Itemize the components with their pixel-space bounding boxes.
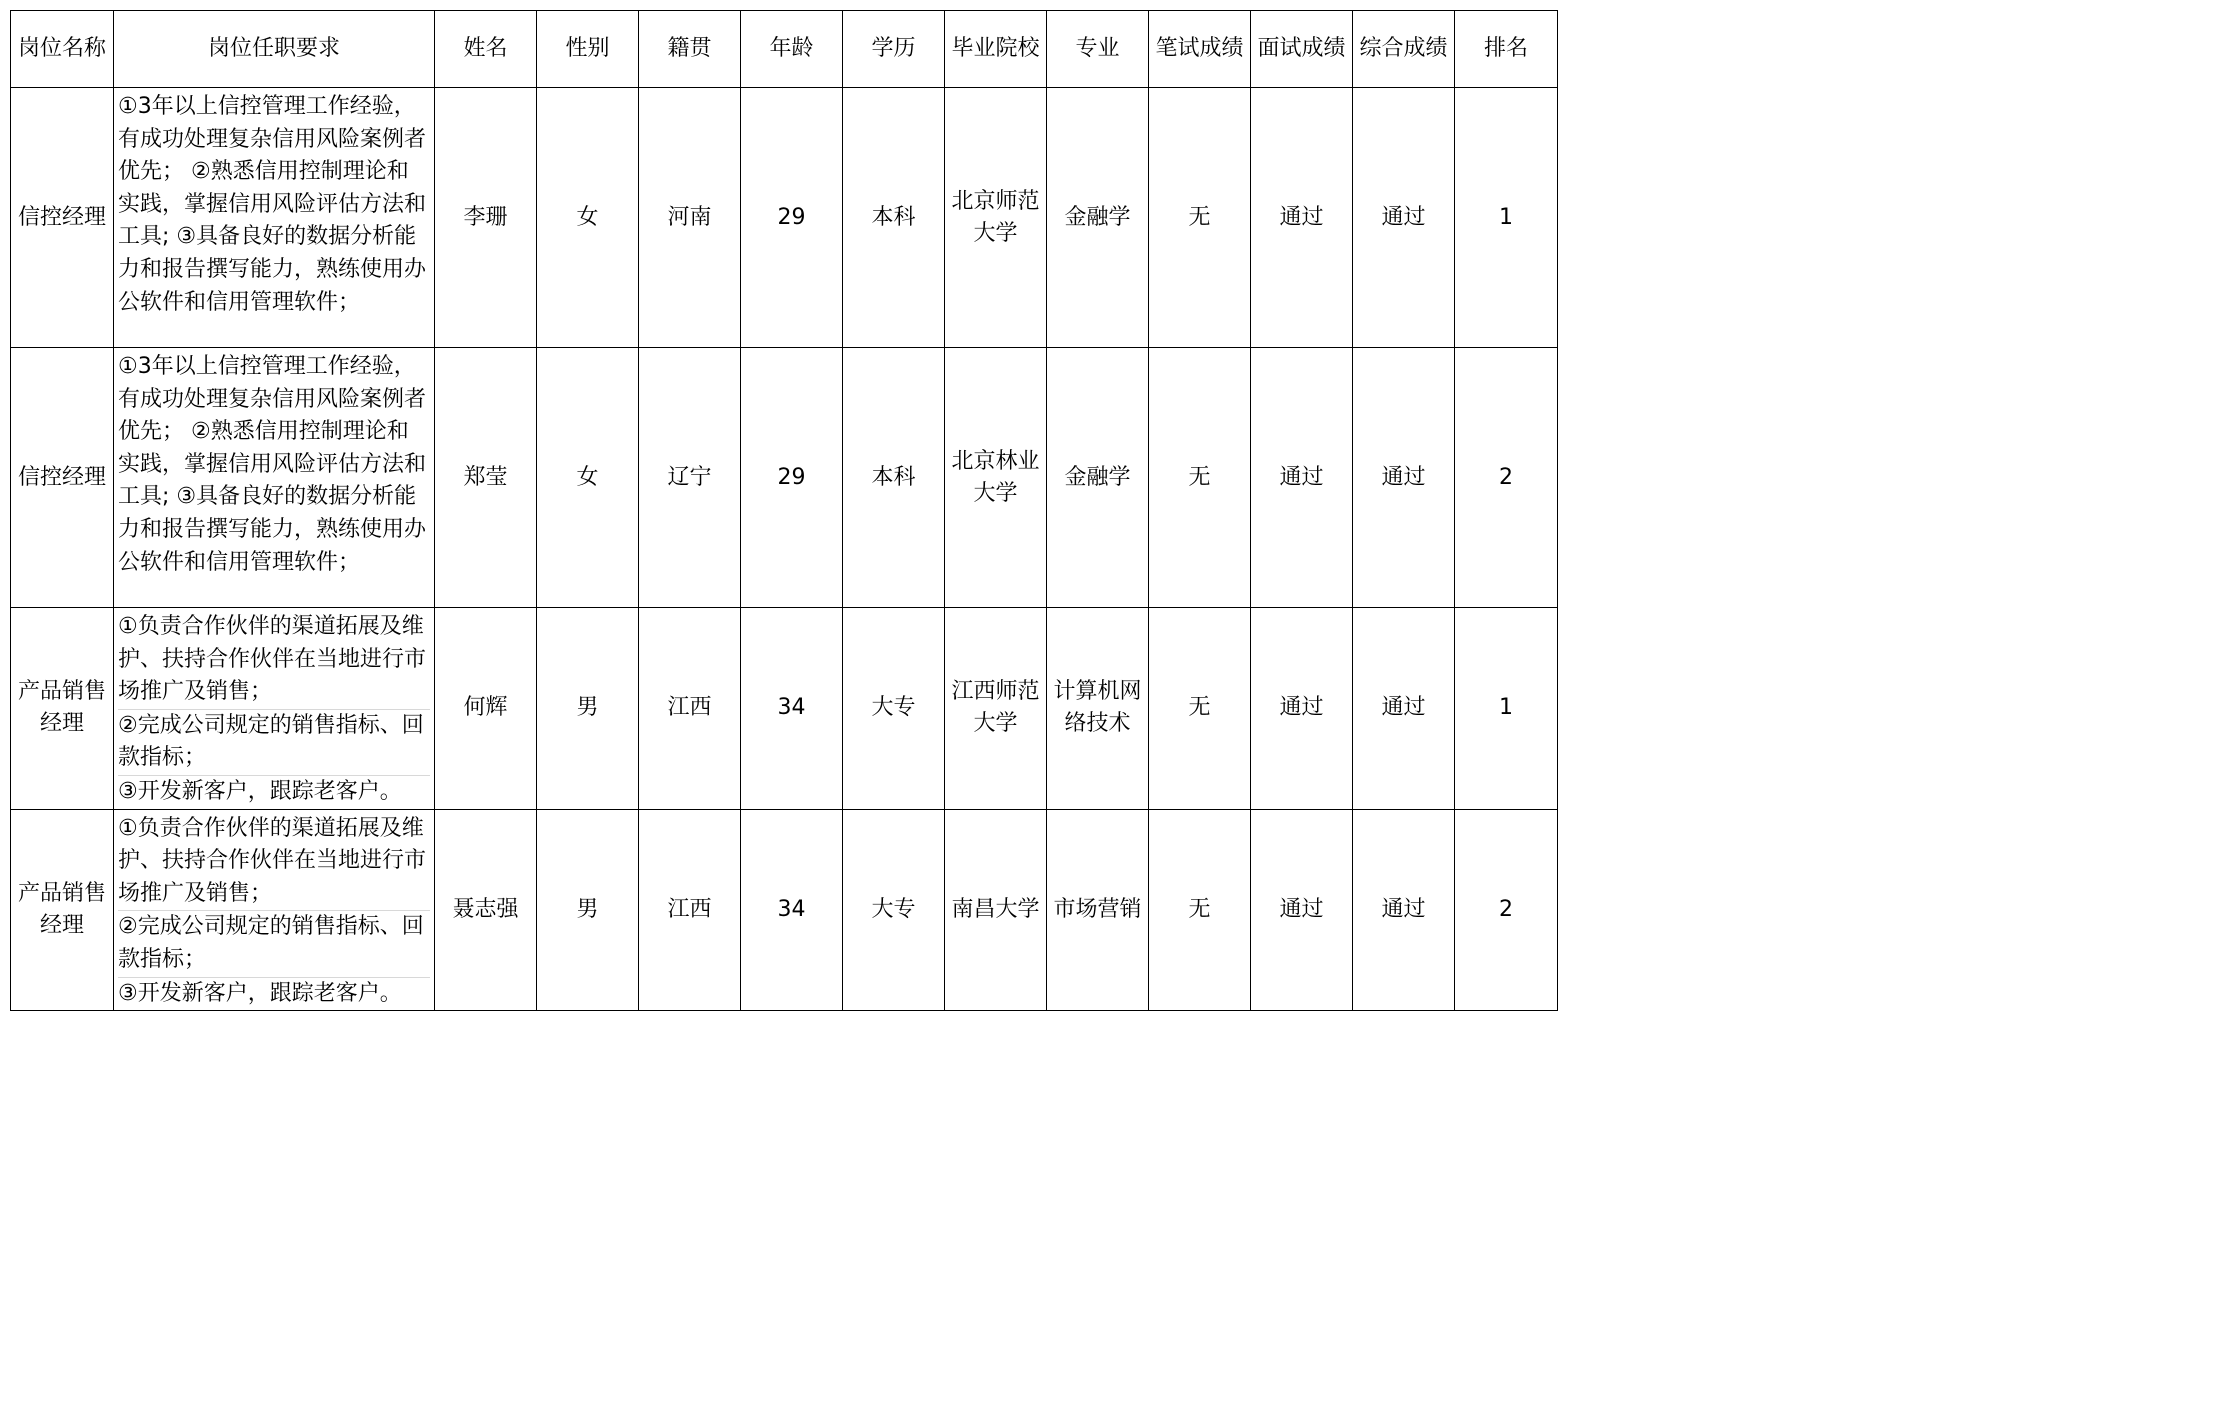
- cell-written-score: 无: [1149, 348, 1251, 608]
- cell-gender: 男: [537, 809, 639, 1011]
- requirement-item: ②完成公司规定的销售指标、回款指标；: [118, 911, 430, 977]
- requirement-item: ③开发新客户，跟踪老客户。: [118, 980, 402, 1006]
- cell-age: 34: [741, 608, 843, 810]
- table-row: [11, 348, 1558, 608]
- cell-education: 本科: [843, 88, 945, 348]
- cell-major: 金融学: [1047, 348, 1149, 608]
- cell-requirements: [114, 809, 435, 1011]
- cell-position-text: 信控经理: [17, 204, 106, 230]
- cell-interview-score: 通过: [1251, 348, 1353, 608]
- cell-interview-score: 通过: [1251, 608, 1353, 810]
- cell-school: 南昌大学: [945, 809, 1047, 1011]
- cell-requirements: [114, 88, 435, 348]
- header-major: 专业: [1047, 11, 1149, 88]
- cell-education: 本科: [843, 348, 945, 608]
- cell-age: 29: [741, 88, 843, 348]
- cell-school-text: 江西师范大学: [951, 679, 1040, 737]
- cell-overall-score: 通过: [1353, 608, 1455, 810]
- cell-education: 大专: [843, 608, 945, 810]
- cell-overall-score: 通过: [1353, 88, 1455, 348]
- requirement-item: ②完成公司规定的销售指标、回款指标；: [118, 710, 430, 776]
- cell-overall-score: 通过: [1353, 348, 1455, 608]
- header-name: 姓名: [435, 11, 537, 88]
- cell-rank: 1: [1455, 88, 1558, 348]
- cell-age: 34: [741, 809, 843, 1011]
- table-row: [11, 608, 1558, 810]
- cell-written-score: 无: [1149, 88, 1251, 348]
- header-age: 年龄: [741, 11, 843, 88]
- cell-age: 29: [741, 348, 843, 608]
- header-interview-score: 面试成绩: [1251, 11, 1353, 88]
- cell-written-score: 无: [1149, 608, 1251, 810]
- cell-interview-score: 通过: [1251, 88, 1353, 348]
- cell-major: 市场营销: [1047, 809, 1149, 1011]
- header-written-score: 笔试成绩: [1149, 11, 1251, 88]
- header-requirements: 岗位任职要求: [114, 11, 435, 88]
- candidate-table: [10, 10, 1558, 1011]
- requirement-item: ③开发新客户，跟踪老客户。: [118, 778, 402, 804]
- cell-origin: 江西: [639, 608, 741, 810]
- cell-name: 何辉: [435, 608, 537, 810]
- cell-school: [945, 348, 1047, 608]
- cell-major: 金融学: [1047, 88, 1149, 348]
- header-education: 学历: [843, 11, 945, 88]
- cell-rank: 2: [1455, 809, 1558, 1011]
- requirement-text: ①3年以上信控管理工作经验，有成功处理复杂信用风险案例者优先； ②熟悉信用控制理论和实践，掌握信用风险评估方法和工具; ③具备良好的数据分析能力和报告撰写能力，熟练使用办公软件和信用管理软件；: [118, 354, 427, 575]
- table-row: [11, 88, 1558, 348]
- requirement-item: ①负责合作伙伴的渠道拓展及维护、扶持合作伙伴在当地进行市场推广及销售；: [118, 813, 430, 912]
- cell-position-text: 信控经理: [17, 464, 106, 490]
- cell-requirements: [114, 608, 435, 810]
- cell-overall-score: 通过: [1353, 809, 1455, 1011]
- cell-origin: 辽宁: [639, 348, 741, 608]
- header-gender: 性别: [537, 11, 639, 88]
- cell-rank: 1: [1455, 608, 1558, 810]
- cell-origin: 河南: [639, 88, 741, 348]
- header-rank: 排名: [1455, 11, 1558, 88]
- cell-school-text: 北京林业大学: [951, 448, 1040, 506]
- requirement-item: ①负责合作伙伴的渠道拓展及维护、扶持合作伙伴在当地进行市场推广及销售；: [118, 611, 430, 710]
- header-overall-score: 综合成绩: [1353, 11, 1455, 88]
- cell-origin: 江西: [639, 809, 741, 1011]
- cell-major: [1047, 608, 1149, 810]
- cell-school: [945, 608, 1047, 810]
- cell-name: 郑莹: [435, 348, 537, 608]
- requirement-text: ①3年以上信控管理工作经验，有成功处理复杂信用风险案例者优先； ②熟悉信用控制理论和实践，掌握信用风险评估方法和工具; ③具备良好的数据分析能力和报告撰写能力，熟练使用办公软件和信用管理软件；: [118, 94, 427, 315]
- header-row: [11, 11, 1558, 88]
- cell-rank: 2: [1455, 348, 1558, 608]
- cell-major-text: 计算机网络技术: [1053, 679, 1142, 737]
- cell-position: [11, 88, 114, 348]
- header-school: 毕业院校: [945, 11, 1047, 88]
- table-row: [11, 809, 1558, 1011]
- cell-interview-score: 通过: [1251, 809, 1353, 1011]
- cell-position: [11, 608, 114, 810]
- header-position: 岗位名称: [11, 11, 114, 88]
- cell-position: [11, 809, 114, 1011]
- cell-position-text: 产品销售经理: [17, 880, 106, 938]
- cell-school: [945, 88, 1047, 348]
- cell-written-score: 无: [1149, 809, 1251, 1011]
- cell-position: [11, 348, 114, 608]
- cell-name: 聂志强: [435, 809, 537, 1011]
- cell-education: 大专: [843, 809, 945, 1011]
- cell-requirements: [114, 348, 435, 608]
- cell-gender: 男: [537, 608, 639, 810]
- cell-school-text: 北京师范大学: [951, 188, 1040, 246]
- cell-gender: 女: [537, 348, 639, 608]
- header-origin: 籍贯: [639, 11, 741, 88]
- cell-name: 李珊: [435, 88, 537, 348]
- cell-position-text: 产品销售经理: [17, 679, 106, 737]
- cell-gender: 女: [537, 88, 639, 348]
